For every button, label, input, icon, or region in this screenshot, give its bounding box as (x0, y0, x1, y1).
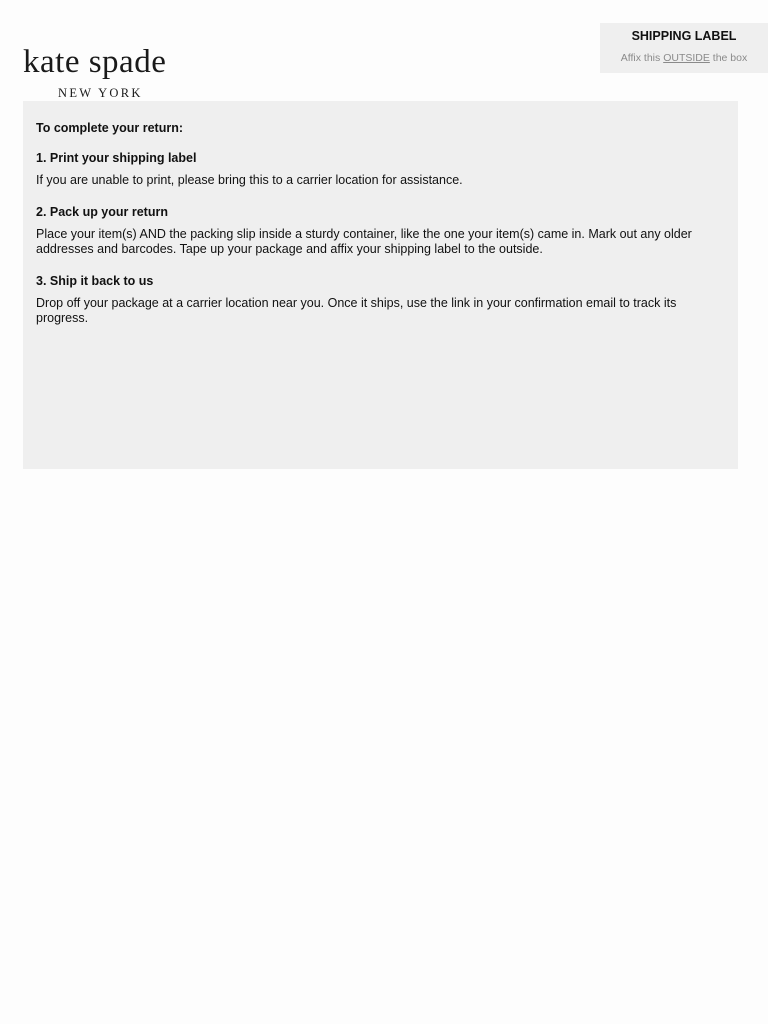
shipping-label-box (600, 23, 768, 73)
step-1-title: 1. Print your shipping label (36, 151, 197, 165)
step-1-text: If you are unable to print, please bring this to a carrier location for assistance. (36, 173, 463, 187)
step-3-text: Drop off your package at a carrier location near you. Once it ships, use the link in your confirmation email to track its progress. (36, 295, 677, 325)
return-instructions-panel (23, 101, 738, 469)
affix-emphasis: OUTSIDE (663, 52, 710, 64)
shipping-label-title: SHIPPING LABEL (631, 29, 737, 43)
affix-prefix: Affix this (620, 52, 661, 64)
affix-suffix: the box (712, 52, 748, 64)
instructions-content (36, 120, 726, 342)
step-2-title: 2. Pack up your return (36, 204, 168, 219)
brand-location: NEW YORK (58, 86, 143, 100)
instructions-intro: To complete your return: (36, 121, 184, 135)
brand-name: kate spade (23, 44, 167, 80)
step-3-title: 3. Ship it back to us (36, 273, 154, 288)
step-2-text: Place your item(s) AND the packing slip inside a sturdy container, like the one your item(s) came in. Mark out any older addresses and barcodes. Tape up your package and affix your shipping label to the outside. (36, 226, 692, 256)
shipping-label-note (600, 51, 768, 65)
brand-logo (23, 42, 223, 104)
